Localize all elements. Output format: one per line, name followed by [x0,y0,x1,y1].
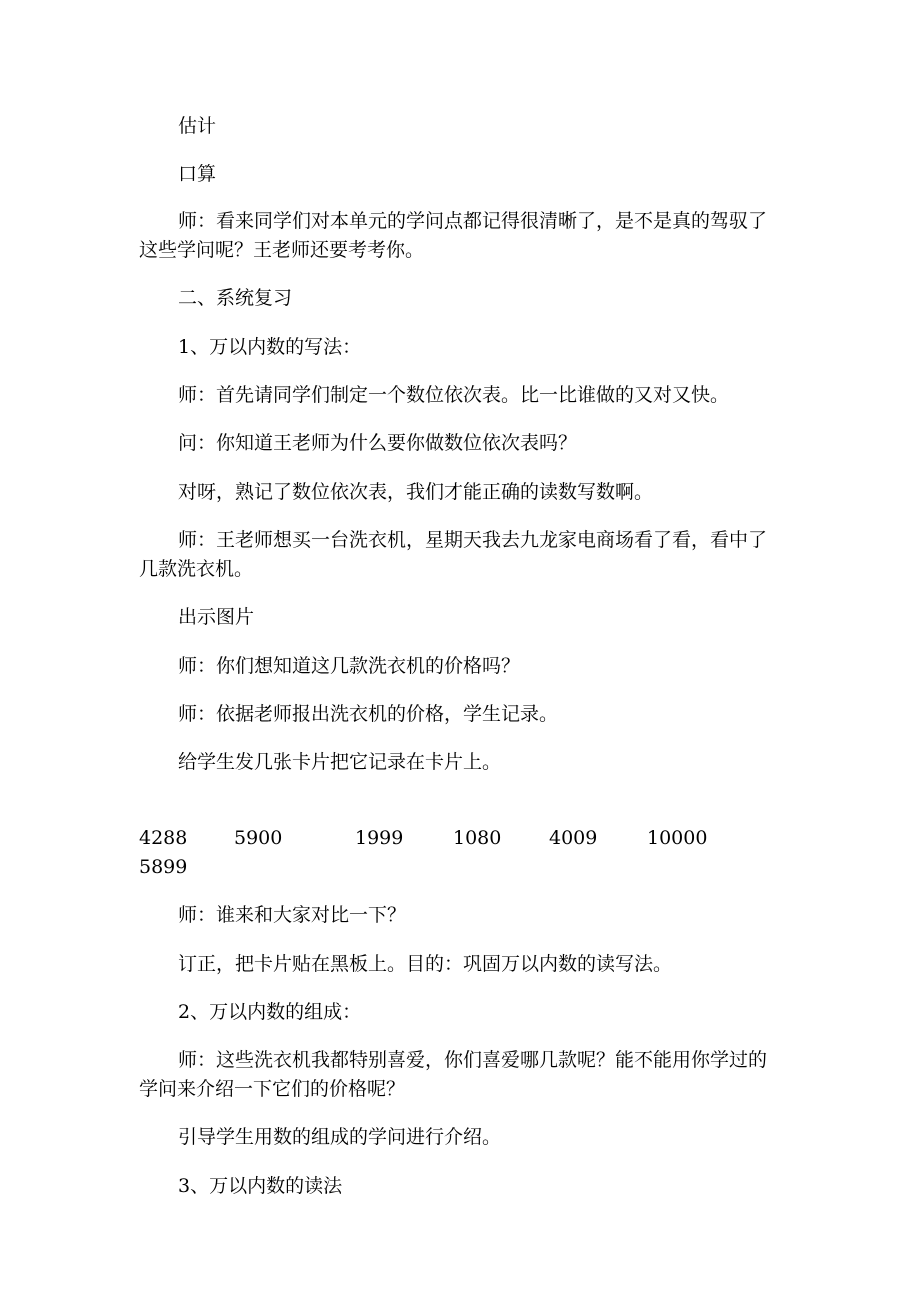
paragraph-record: 师：依据老师报出洗衣机的价格，学生记录。 [178,703,559,725]
paragraph-guide: 引导学生用数的组成的学问进行介绍。 [178,1126,502,1148]
price-number: 10000 [647,827,708,849]
price-number-row [139,824,779,882]
price-number: 5900 [234,827,283,849]
paragraph-teacher-intro: 师：看来同学们对本单元的学问点都记得很清晰了，是不是真的驾驭了这些学问呢？王老师还要考考你。 [139,210,768,261]
subheading-reading: 3、万以内数的读法 [178,1175,343,1197]
section-heading-review: 二、系统复习 [178,287,293,309]
paragraph-cards: 给学生发几张卡片把它记录在卡片上。 [178,751,502,773]
paragraph-answer: 对呀，熟记了数位依次表，我们才能正确的读数写数啊。 [178,481,654,503]
subheading-composition: 2、万以内数的组成： [178,1001,362,1023]
paragraph-estimate: 估计 [178,115,217,137]
paragraph-compare: 师：谁来和大家对比一下？ [178,904,407,926]
paragraph-mental-math: 口算 [178,163,217,185]
paragraph-price-question: 师：你们想知道这几款洗衣机的价格吗？ [178,655,521,677]
price-number: 1999 [355,827,404,849]
paragraph-correction: 订正，把卡片贴在黑板上。目的：巩固万以内数的读写法。 [178,953,673,975]
paragraph-show-picture: 出示图片 [178,606,255,628]
paragraph-teacher-favorite: 师：这些洗衣机我都特别喜爱，你们喜爱哪几款呢？能不能用你学过的学问来介绍一下它们的价格呢？ [139,1049,768,1100]
price-number: 1080 [453,827,502,849]
paragraph-question: 问：你知道王老师为什么要你做数位依次表吗？ [178,432,578,454]
subheading-writing: 1、万以内数的写法： [178,336,362,358]
price-number: 4288 [139,827,188,849]
price-number: 4009 [549,827,598,849]
paragraph-teacher-table: 师：首先请同学们制定一个数位依次表。比一比谁做的又对又快。 [178,384,730,406]
price-number: 5899 [139,856,188,878]
paragraph-washing-machine: 师：王老师想买一台洗衣机，星期天我去九龙家电商场看了看，看中了几款洗衣机。 [139,529,768,580]
